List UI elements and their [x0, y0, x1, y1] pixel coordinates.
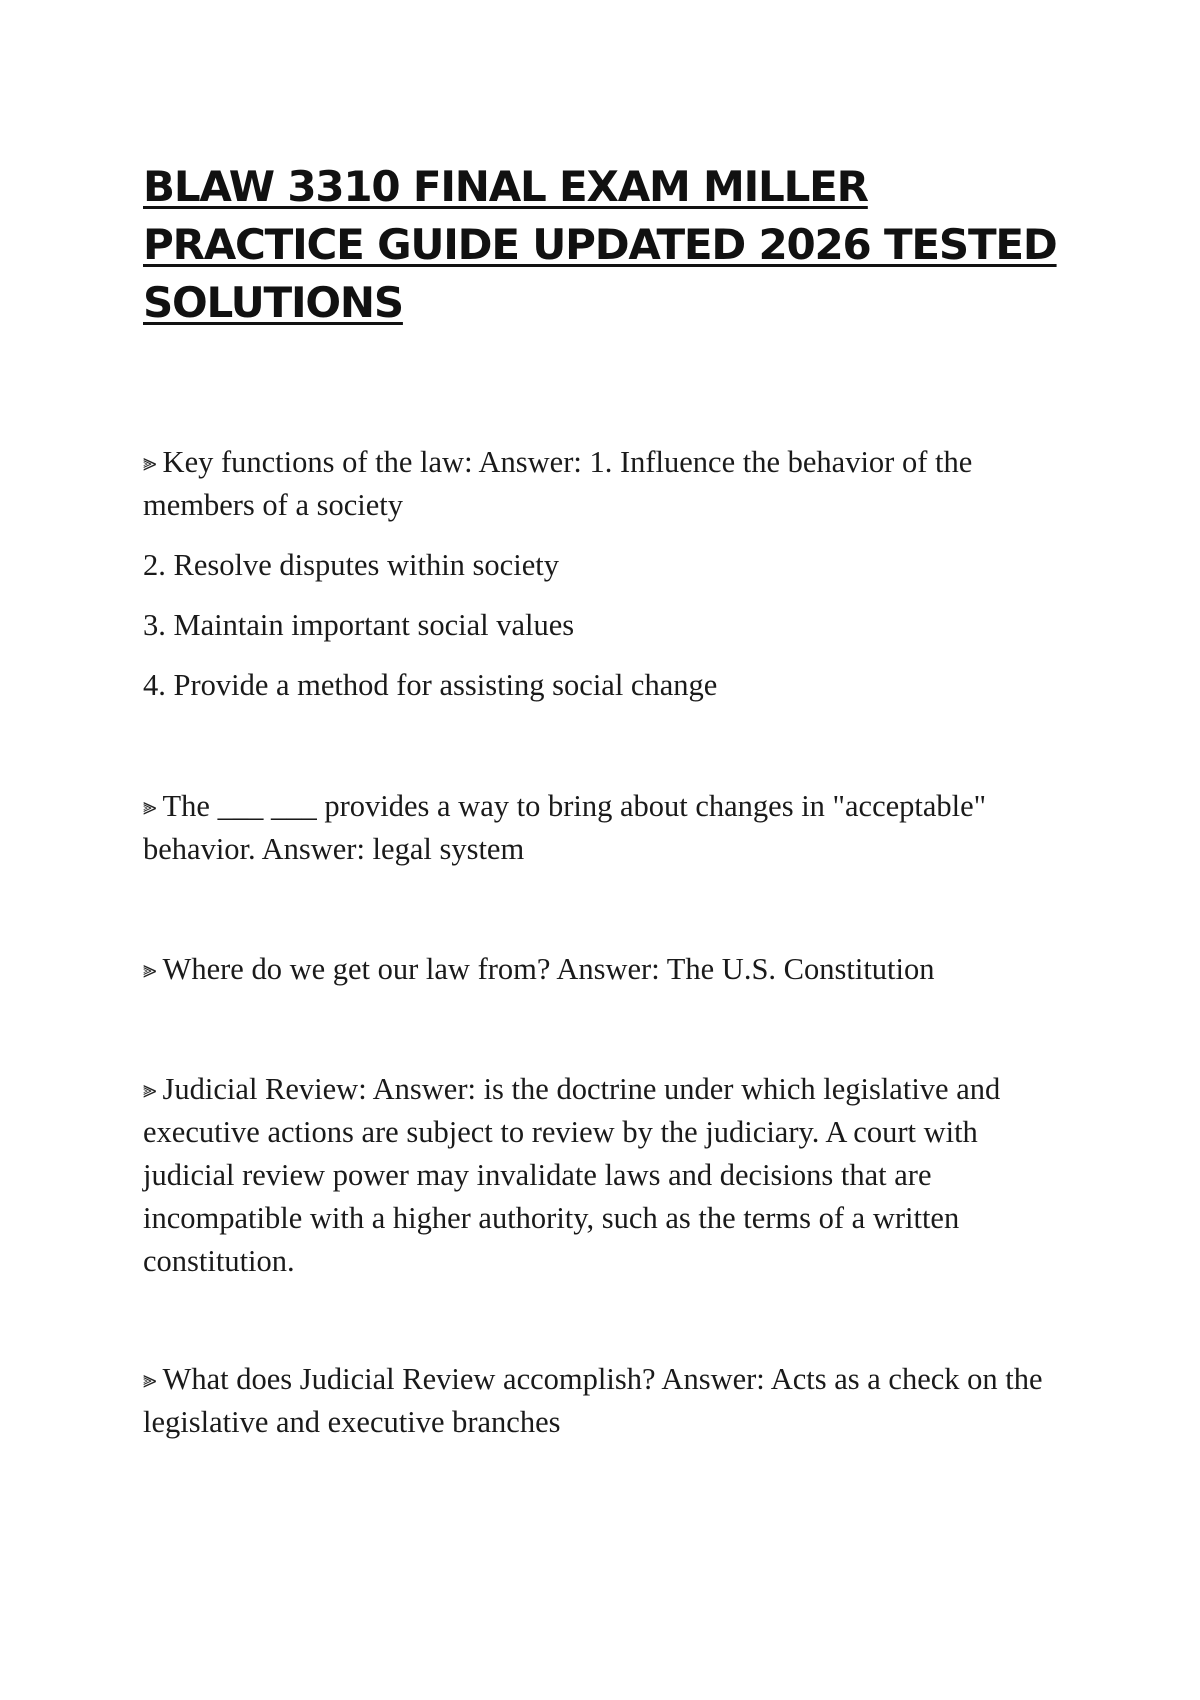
arrow-bullet-icon: ⫸ — [143, 792, 157, 820]
qa-item-2 — [143, 785, 1073, 871]
qa-item-5 — [143, 1358, 1073, 1444]
document-title — [143, 158, 1063, 332]
qa-item-4 — [143, 1068, 1073, 1283]
arrow-bullet-icon: ⫸ — [143, 1365, 157, 1393]
title-line-3: SOLUTIONS — [143, 278, 403, 327]
arrow-bullet-icon: ⫸ — [143, 448, 157, 476]
arrow-bullet-icon: ⫸ — [143, 1075, 157, 1103]
qa-text: What does Judicial Review accomplish? Answer: Acts as a check on the legislative and executive branches — [143, 1362, 1043, 1439]
title-line-1: BLAW 3310 FINAL EXAM MILLER — [143, 162, 868, 211]
qa-list-item: 2. Resolve disputes within society — [143, 548, 559, 582]
qa-list-item: 3. Maintain important social values — [143, 608, 575, 642]
qa-item-3 — [143, 948, 1073, 991]
title-line-2: PRACTICE GUIDE UPDATED 2026 TESTED — [143, 220, 1057, 269]
qa-item-1 — [143, 441, 1073, 527]
qa-text: The ___ ___ provides a way to bring about changes in "acceptable" behavior. Answer: legal system — [143, 789, 987, 866]
qa-text: Judicial Review: Answer: is the doctrine under which legislative and executive actions are subject to review by the judiciary. A court with judicial review power may invalidate laws and decisions that are incompatible with a higher authority, such as the terms of a written constitution. — [143, 1072, 1001, 1278]
qa-text: Where do we get our law from? Answer: The U.S. Constitution — [162, 952, 935, 986]
qa-text: Key functions of the law: Answer: 1. Influence the behavior of the members of a society — [143, 445, 973, 522]
qa-list-item: 4. Provide a method for assisting social change — [143, 668, 718, 702]
arrow-bullet-icon: ⫸ — [143, 955, 157, 983]
